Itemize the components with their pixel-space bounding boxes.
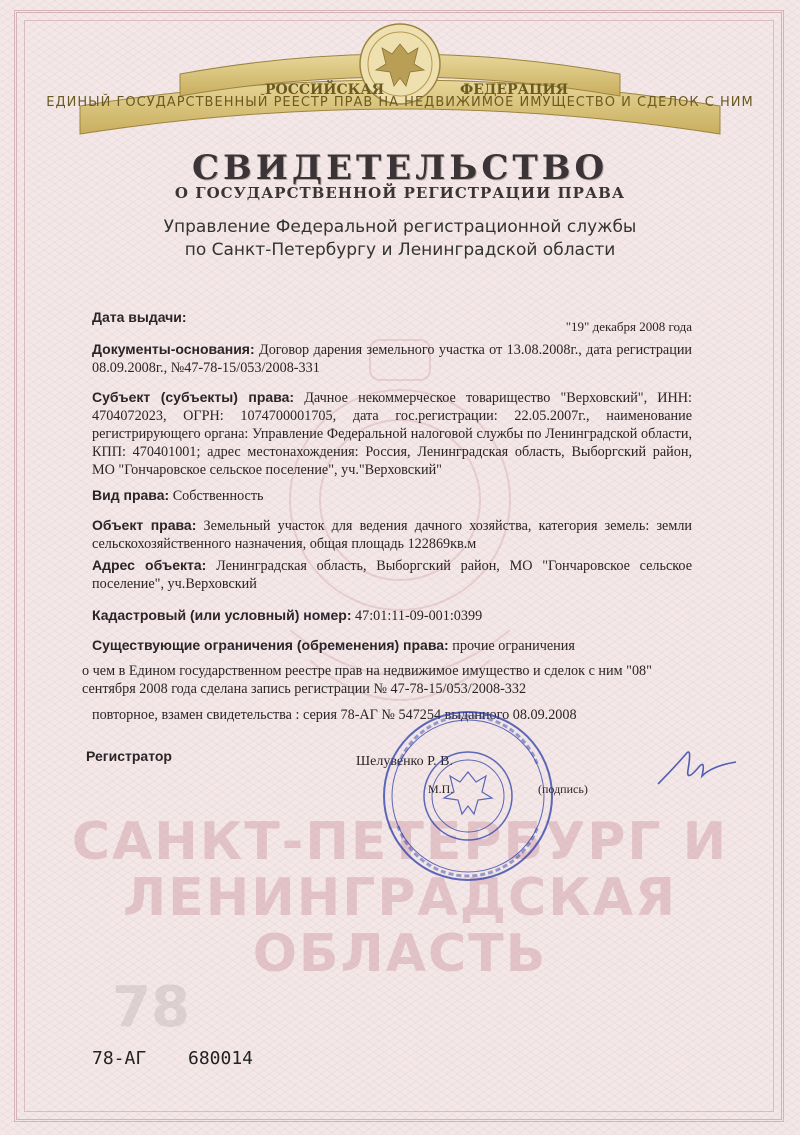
record-text: о чем в Едином государственном реестре прав на недвижимое имущество и сделок с ним "08" сентября 2008 года сделана запись регистрации № 47-78-15/053/2008-332 bbox=[82, 663, 652, 697]
ribbon-left-text: РОССИЙСКАЯ bbox=[265, 82, 385, 98]
serial-number: 680014 bbox=[188, 1048, 254, 1069]
watermark-line-3: ОБЛАСТЬ bbox=[252, 924, 548, 984]
subject-row bbox=[92, 388, 692, 479]
signature-icon bbox=[652, 734, 742, 794]
restrictions-value: прочие ограничения bbox=[452, 638, 575, 654]
registrar-name: Шелувенко Р. В. bbox=[356, 754, 454, 769]
registry-ribbon-text: ЕДИНЫЙ ГОСУДАРСТВЕННЫЙ РЕЕСТР ПРАВ НА НЕДВИЖИМОЕ ИМУЩЕСТВО И СДЕЛОК С НИМ bbox=[46, 95, 754, 110]
serial-series: 78-АГ bbox=[92, 1048, 147, 1069]
restrictions-row bbox=[92, 636, 692, 655]
ribbon-right-text: ФЕДЕРАЦИЯ bbox=[460, 82, 569, 98]
subject-label: Субъект (субъекты) права: bbox=[92, 389, 295, 405]
cadastral-label: Кадастровый (или условный) номер: bbox=[92, 607, 352, 623]
address-label: Адрес объекта: bbox=[92, 557, 207, 573]
registrar-label: Регистратор bbox=[86, 748, 172, 764]
official-seal-icon bbox=[378, 706, 558, 886]
basis-label: Документы-основания: bbox=[92, 341, 255, 357]
issuer-line-2: по Санкт-Петербургу и Ленинградской области bbox=[184, 240, 616, 260]
header-ribbon bbox=[60, 14, 740, 164]
right-type-row bbox=[92, 486, 692, 505]
object-value: Земельный участок для ведения дачного хозяйства, категория земель: земли сельскохозяйственного назначения, общая площадь 122869кв.м bbox=[92, 518, 693, 552]
watermark-number: 78 bbox=[112, 975, 190, 1040]
right-type-value: Собственность bbox=[172, 488, 264, 504]
reissue-text: повторное, взамен свидетельства : серия 78-АГ № 547254 выданного 08.09.2008 bbox=[92, 707, 577, 723]
subject-value: Дачное некоммерческое товарищество "Верховский", ИНН: 4704072023, ОГРН: 1074700001705, дата гос.регистрации: 22.05.2007г., наименование регистрирующего органа: Управление Федеральной налоговой службы по Ленинградской области, КПП: 470401001; адрес местонахождения: Россия, Ленинградская область, Выборгский район, МО "Гончаровское сельское поселение", уч."Верховский" bbox=[92, 390, 692, 478]
document-title: СВИДЕТЕЛЬСТВО bbox=[191, 148, 609, 188]
cadastral-row bbox=[92, 606, 692, 625]
address-row bbox=[92, 556, 692, 593]
right-type-label: Вид права: bbox=[92, 487, 170, 503]
watermark-line-1: САНКТ-ПЕТЕРБУРГ И bbox=[71, 812, 729, 872]
issue-date-label: Дата выдачи: bbox=[92, 309, 187, 325]
watermark-line-2: ЛЕНИНГРАДСКАЯ bbox=[122, 868, 678, 928]
address-value: Ленинградская область, Выборгский район, МО "Гончаровское сельское поселение", уч.Верховский bbox=[92, 558, 692, 592]
basis-value: Договор дарения земельного участка от 13.08.2008г., дата регистрации 08.09.2008г., №47-78-15/053/2008-331 bbox=[92, 342, 693, 376]
issuer-line-1: Управление Федеральной регистрационной службы bbox=[163, 217, 637, 237]
issue-date-value: "19" декабря 2008 года bbox=[565, 319, 692, 334]
cadastral-value: 47:01:11-09-001:0399 bbox=[355, 608, 483, 624]
basis-row bbox=[92, 340, 692, 377]
seal-place-label: М.П. bbox=[428, 782, 454, 796]
document-subtitle: О ГОСУДАРСТВЕННОЙ РЕГИСТРАЦИИ ПРАВА bbox=[174, 184, 626, 202]
object-row bbox=[92, 516, 692, 553]
restrictions-label: Существующие ограничения (обременения) права: bbox=[92, 637, 449, 653]
signature-caption: (подпись) bbox=[538, 782, 588, 796]
object-label: Объект права: bbox=[92, 517, 197, 533]
